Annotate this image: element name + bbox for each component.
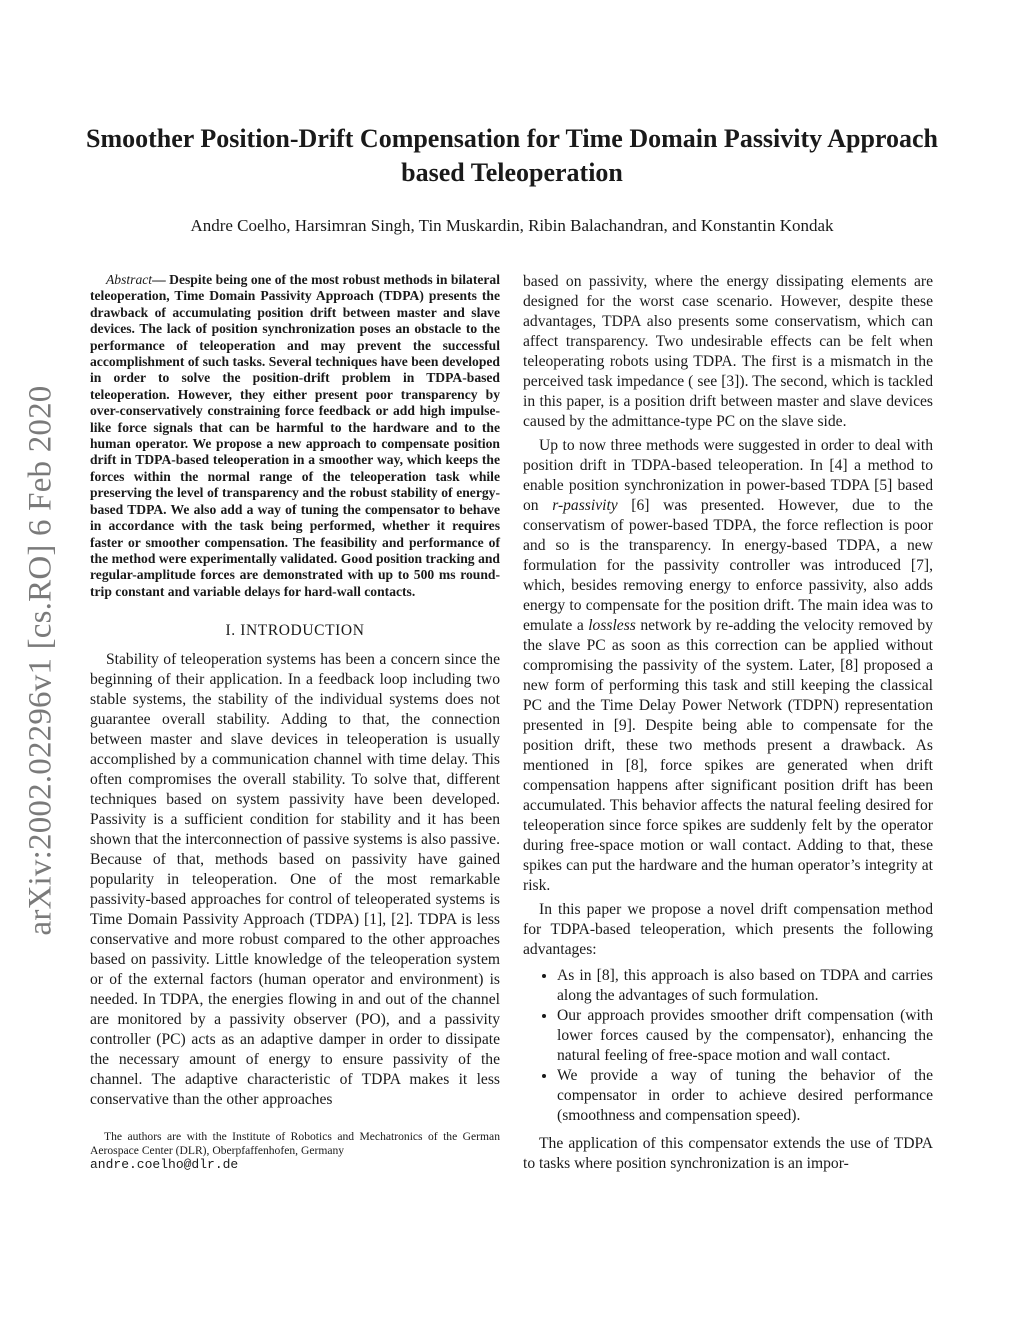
p3-text-b: [6] was presented. However, due to the conservatism of power-based TDPA, the force reflection is poor and so is the transparency. In energy-based TDPA, a new formulation for the passivity controller was introduced [7], which, besides removing energy to enforce passivity, also adds energy to compensate for the position drift. The main idea was to emulate a <box>523 497 933 634</box>
abstract-label: Abstract <box>106 272 153 287</box>
abstract-paragraph <box>90 272 500 600</box>
abstract-text: — Despite being one of the most robust methods in bilateral teleoperation, Time Domain Passivity Approach (TDPA) presents the drawback of accumulating position drift between master and slave devices. The lack of position synchronization poses an obstacle to the performance of teleoperation and may prevent the successful accomplishment of such tasks. Several techniques have been developed in order to solve the position-drift problem in TDPA-based teleoperation. However, they either present poor transparency by over-conservatively constraining force feedback or add high impulse-like force signals that can be harmful to the hardware and to the human operator. We propose a new approach to compensate position drift in TDPA-based teleoperation in a smoother way, which keeps the forces within the normal range of the teleoperation task while preserving the level of transparency and the robust stability of energy-based TDPA. We also add a way of tuning the compensator to behave in accordance with the task being performed, whether it requires faster or smoother compensation. The feasibility and performance of the method were experimentally validated. Good position tracking and regular-amplitude forces are demonstrated with up to 500 ms round-trip constant and variable delays for hard-wall contacts. <box>90 272 500 599</box>
arxiv-identifier-text: arXiv:2002.02296v1 [cs.RO] 6 Feb 2020 <box>22 384 59 936</box>
p3-emphasis-lossless: lossless <box>588 617 636 634</box>
paper-title: Smoother Position-Drift Compensation for Time Domain Passivity Approach based Teleoperation <box>85 124 938 187</box>
author-list: Andre Coelho, Harsimran Singh, Tin Muskardin, Ribin Balachandran, and Konstantin Kondak <box>190 216 834 235</box>
abstract <box>90 272 500 600</box>
affiliation-footnote <box>90 1130 500 1172</box>
introduction-body <box>90 650 500 1110</box>
intro-paragraph-4: In this paper we propose a novel drift compensation method for TDPA-based teleoperation, which presents the following advantages: <box>523 901 933 958</box>
p3-emphasis-r-passivity: r-passivity <box>552 497 618 514</box>
left-column <box>90 272 500 1172</box>
list-item: • We provide a way of tuning the behavior of the compensator in order to achieve desired performance (smoothness and compensation speed). <box>557 1066 933 1126</box>
p3-text-a: Up to now three methods were suggested in order to deal with position drift in TDPA-based teleoperation. In [4] a method to enable position synchronization in power-based TDPA [5] based on <box>523 437 933 514</box>
footnote-text: The authors are with the Institute of Robotics and Mechatronics of the German Aerospace Center (DLR), Oberpfaffenhofen, Germany <box>90 1130 500 1158</box>
right-column-body <box>523 272 933 960</box>
intro-paragraph-2: based on passivity, where the energy dissipating elements are designed for the worst case scenario. However, despite these advantages, TDPA also presents some conservatism, which can affect transparency. Two undesirable effects can be felt when teleoperating robots using TDPA. The first is a mismatch in the perceived task impedance ( see [3]). The second, which is tackled in this paper, is a position drift between master and slave devices caused by the admittance-type PC on the slave side. <box>523 273 933 430</box>
arxiv-identifier <box>18 360 64 960</box>
intro-paragraph-1: Stability of teleoperation systems has been a concern since the beginning of their application. In a feedback loop including two stable systems, the stability of the individual systems does not guarantee overall stability. Adding to that, the connection between master and slave devices in teleoperation is usually accomplished by a communication channel with time delay. This often compromises the overall stability. To solve that, different techniques based on system passivity have been developed. Passivity is a sufficient condition for stability and it has been shown that the interconnection of passive systems is also passive. Because of that, methods based on passivity have gained popularity in teleoperation. One of the most remarkable passivity-based approaches for control of teleoperated systems is Time Domain Passivity Approach (TDPA) [1], [2]. TDPA is less conservative and more robust compared to the other approaches based on passivity. Little knowledge of the teleoperation system or of the external factors (human operator and environment) is needed. In TDPA, the energies flowing in and out of the channel are monitored by a passivity observer (PO), and a passivity controller (PC) acts as an adaptive damper in order to dissipate the necessary amount of energy to ensure passivity of the channel. The adaptive characteristic of TDPA makes it less conservative than the other approaches <box>90 651 500 1109</box>
p3-text-c: network by re-adding the velocity removed by the slave PC as soon as this correction can be applied without compromising the passivity of the system. Later, [8] proposed a new form of performing this task and still keeping the classical PC and the Time Delay Power Network (TDPN) representation presented in [9]. Despite being able to compensate for the position drift, these two methods present a drawback. As mentioned in [8], force spikes are generated when drift compensation happens after significant position drift has been accumulated. This behavior affects the natural feeling desired for teleoperation since force spikes are suddenly felt by the operator during free-space motion or wall contact. Adding to that, these spikes can put the hardware and the human operator’s integrity at risk. <box>523 617 933 894</box>
right-column <box>523 272 933 1178</box>
section-heading-introduction: I. INTRODUCTION <box>225 622 365 640</box>
advantages-list <box>523 966 933 1126</box>
intro-paragraph-5: The application of this compensator extends the use of TDPA to tasks where position synchronization is an impor- <box>523 1135 933 1172</box>
author-email: andre.coelho@dlr.de <box>90 1157 239 1173</box>
list-item: • As in [8], this approach is also based on TDPA and carries along the advantages of such formulation. <box>557 966 933 1006</box>
intro-paragraph-3 <box>523 436 933 896</box>
list-item: • Our approach provides smoother drift compensation (with lower forces caused by the compensator), enhancing the natural feeling of free-space motion and wall contact. <box>557 1006 933 1066</box>
right-column-closing <box>523 1134 933 1174</box>
